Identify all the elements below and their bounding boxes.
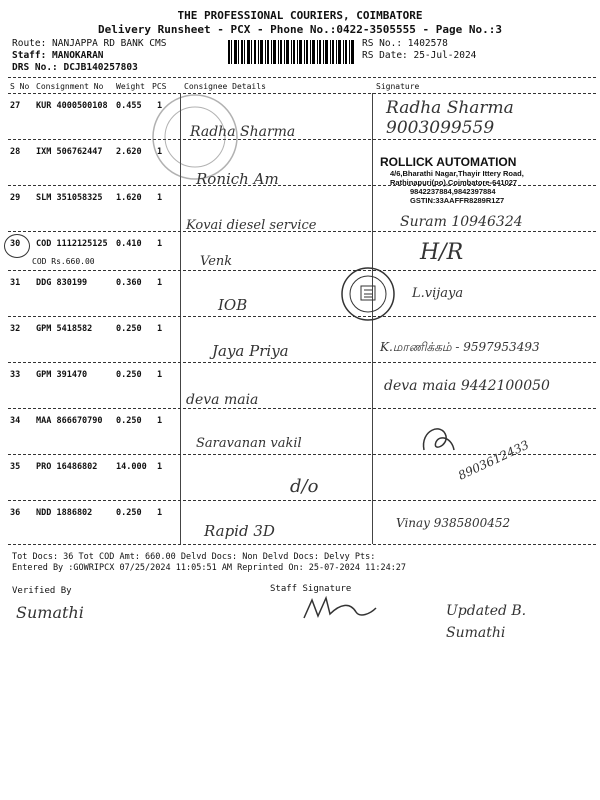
stamp-address-2: Rathinapuri(po),Coimbatore-641027	[390, 178, 518, 187]
company-stamp	[380, 155, 590, 205]
col-header-weight: Weight	[116, 82, 145, 91]
consignee-handwriting: deva maia	[186, 392, 259, 408]
row-divider	[8, 408, 596, 409]
row-pcs: 1	[157, 278, 163, 288]
row-consignment-no: GPM 5418582	[36, 324, 93, 334]
row-sno: 28	[10, 147, 21, 157]
col-header-consignee: Consignee Details	[184, 82, 266, 91]
row-weight: 0.250	[116, 324, 142, 334]
row-pcs: 1	[157, 147, 163, 157]
consignee-handwriting: Saravanan vakil	[196, 436, 302, 451]
row-weight: 14.000	[116, 462, 147, 472]
courier-round-stamp	[150, 92, 240, 182]
row-divider	[8, 270, 596, 271]
row-pcs: 1	[157, 324, 163, 334]
totals-line: Tot Docs: 36 Tot COD Amt: 660.00 Delvd Docs: Non Delvd Docs: Delvy Pts:	[12, 552, 376, 562]
staff-signature-label: Staff Signature	[270, 584, 352, 594]
row-pcs: 1	[157, 239, 163, 249]
consignee-handwriting: Ronich Am	[196, 170, 279, 188]
stamp-gstin: GSTIN:33AAFFR8289R1Z7	[410, 196, 505, 205]
cod-amount: COD Rs.660.00	[32, 257, 95, 266]
row-pcs: 1	[157, 462, 163, 472]
signature-handwriting: L.vijaya	[412, 286, 464, 301]
row-weight: 0.250	[116, 508, 142, 518]
table-bottom-rule	[8, 544, 596, 545]
rs-number: RS No.: 1402578	[362, 38, 448, 49]
row-weight: 2.620	[116, 147, 142, 157]
row-sno: 30	[10, 239, 21, 249]
row-sno: 32	[10, 324, 21, 334]
consignee-handwriting: Kovai diesel service	[186, 218, 317, 233]
row-weight: 0.250	[116, 416, 142, 426]
staff-signature-scribble	[300, 594, 380, 624]
col-header-sno: S No	[10, 82, 30, 91]
stamp-address-1: 4/6,Bharathi Nagar,Thayir Ittery Road,	[390, 169, 524, 178]
table-top-rule	[8, 77, 596, 78]
row-pcs: 1	[157, 370, 163, 380]
row-consignment-no: NDD 1886802	[36, 508, 93, 518]
updated-note: Updated B. Sumathi	[446, 603, 527, 641]
row-consignment-no: KUR 4000500108	[36, 101, 108, 111]
signature-handwriting: H/R	[420, 240, 464, 265]
stamp-phone: 9842237884,9842397884	[410, 187, 496, 196]
row-pcs: 1	[157, 193, 163, 203]
row-consignment-no: GPM 391470	[36, 370, 88, 380]
staff-line: Staff: MANOKARAN	[12, 50, 104, 61]
row-sno: 33	[10, 370, 21, 380]
row-consignment-no: SLM 351058325	[36, 193, 103, 203]
signature-handwriting: K.மாணிக்கம் - 9597953493	[380, 340, 540, 354]
entered-by-line: Entered By :GOWRIPCX 07/25/2024 11:05:51 AM Reprinted On: 25-07-2024 11:24:27	[12, 563, 407, 573]
row-sno: 35	[10, 462, 21, 472]
signature-handwriting: Radha Sharma 9003099559	[386, 98, 514, 138]
bank-seal-stamp	[340, 266, 396, 322]
rs-date: RS Date: 25-Jul-2024	[362, 50, 477, 61]
col-header-pcs: PCS	[152, 82, 167, 91]
signature-handwriting: Suram 10946324	[400, 214, 523, 230]
row-divider	[8, 316, 596, 317]
route-line: Route: NANJAPPA RD BANK CMS	[12, 38, 167, 49]
consignee-handwriting: Jaya Priya	[212, 342, 289, 360]
row-sno: 34	[10, 416, 21, 426]
row-consignment-no: DDG 830199	[36, 278, 88, 288]
verified-signature: Sumathi	[16, 603, 84, 622]
row-divider	[8, 231, 596, 232]
row-weight: 0.250	[116, 370, 142, 380]
row-consignment-no: IXM 506762447	[36, 147, 103, 157]
col-header-consignment: Consignment No	[36, 82, 104, 91]
row-pcs: 1	[157, 416, 163, 426]
barcode	[228, 40, 356, 64]
company-title: THE PROFESSIONAL COURIERS, COIMBATORE	[177, 9, 423, 22]
runsheet-subtitle: Delivery Runsheet - PCX - Phone No.:0422-3505555 - Page No.:3	[98, 23, 502, 36]
consignee-handwriting: Rapid 3D	[204, 522, 275, 540]
col-header-signature: Signature	[376, 82, 420, 91]
row-pcs: 1	[157, 101, 163, 111]
row-divider	[8, 362, 596, 363]
row-divider	[8, 500, 596, 501]
row-weight: 0.455	[116, 101, 142, 111]
header-bottom-rule	[8, 93, 596, 94]
row-sno: 27	[10, 101, 21, 111]
signature-handwriting: Vinay 9385800452	[396, 516, 511, 530]
row-weight: 0.360	[116, 278, 142, 288]
consignee-handwriting: IOB	[218, 296, 248, 314]
verified-by-label: Verified By	[12, 586, 72, 596]
row-weight: 0.410	[116, 239, 142, 249]
stamp-name: ROLLICK AUTOMATION	[380, 155, 517, 169]
row-sno: 29	[10, 193, 21, 203]
signature-handwriting: deva maia 9442100050	[384, 378, 550, 394]
consignee-handwriting: Radha Sharma	[190, 124, 296, 140]
signature-handwriting: 8903612433	[456, 437, 532, 483]
row-pcs: 1	[157, 508, 163, 518]
row-divider	[8, 139, 596, 140]
row-sno: 31	[10, 278, 21, 288]
row-weight: 1.620	[116, 193, 142, 203]
consignee-handwriting: Venk	[200, 254, 233, 269]
row-consignment-no: PRO 16486802	[36, 462, 98, 472]
consignee-handwriting: d/o	[290, 476, 319, 497]
row-sno: 36	[10, 508, 21, 518]
row-consignment-no: MAA 866670790	[36, 416, 103, 426]
row-consignment-no: COD 1112125125	[36, 239, 108, 249]
drs-line: DRS No.: DCJB140257803	[12, 62, 138, 73]
